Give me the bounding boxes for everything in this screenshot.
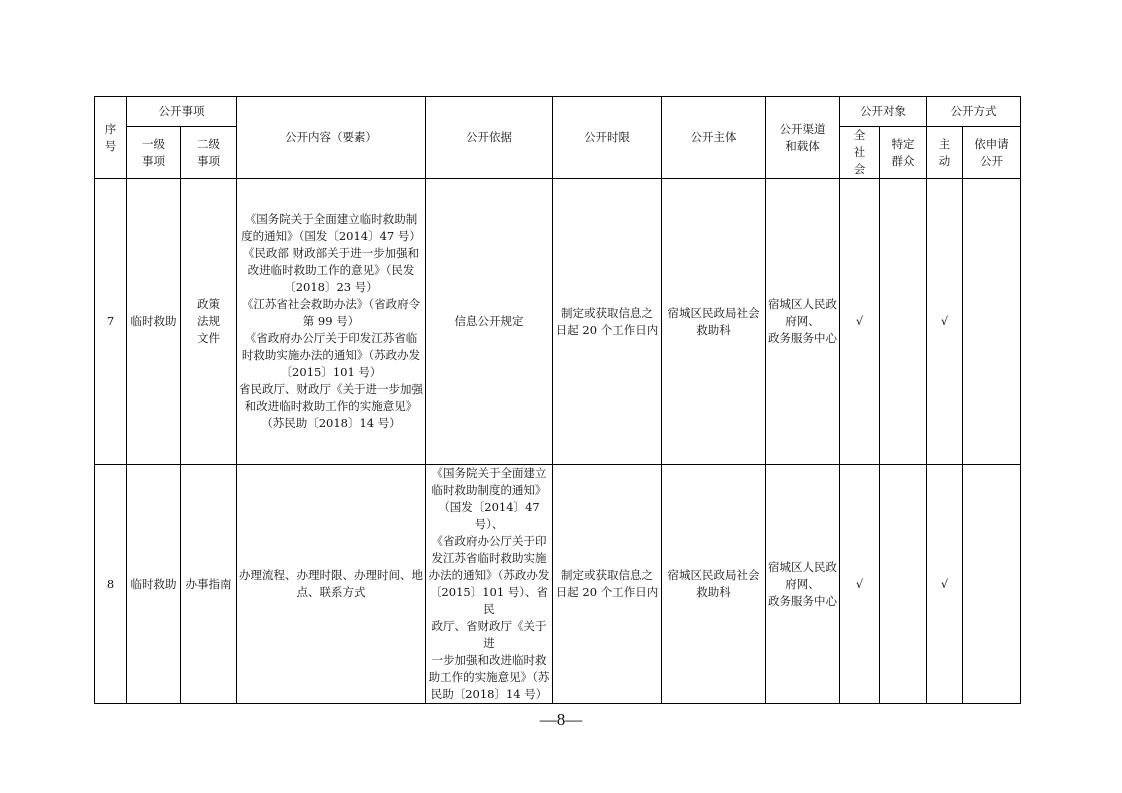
row-level1: 临时救助 <box>127 465 181 704</box>
table-row <box>95 179 1021 465</box>
row-time-limit: 制定或获取信息之 日起 20 个工作日内 <box>553 465 662 704</box>
row-subject: 宿城区民政局社会 救助科 <box>662 179 766 465</box>
row-content: 《国务院关于全面建立临时救助制 度的通知》（国发〔2014〕47 号） 《民政部 财政部关于进一步加强和 改进临时救助工作的意见》（民发 〔2018〕23 号） 《江苏省社会救助办法》（省政府令 第 99 号） 《省政府办公厅关于印发江苏省临 时救助实施办法的通知》（苏政办发 〔2015〕101 号） 省民政厅、财政厅《关于进一步加强 和改进临时救助工作的实施意见》 （苏民助〔2018〕14 号） <box>237 179 426 465</box>
row-seq: 8 <box>95 465 127 704</box>
row-all-society-check: √ <box>840 179 880 465</box>
header-content: 公开内容（要素） <box>237 97 426 179</box>
header-all-society: 全 社 会 <box>840 127 880 179</box>
header-subject: 公开主体 <box>662 97 766 179</box>
header-level2: 二级 事项 <box>181 127 237 179</box>
header-level1: 一级 事项 <box>127 127 181 179</box>
row-level1: 临时救助 <box>127 179 181 465</box>
row-on-request <box>963 465 1021 704</box>
header-specific-group: 特定 群众 <box>880 127 927 179</box>
row-basis: 《国务院关于全面建立 临时救助制度的通知》 （国发〔2014〕47 号）、 《省政府办公厅关于印 发江苏省临时救助实施 办法的通知》（苏政办发 〔2015〕101 号）、省民 政厅、省财政厅《关于进 一步加强和改进临时救 助工作的实施意见》（苏 民助〔2018〕14 号） <box>426 465 553 704</box>
row-on-request <box>963 179 1021 465</box>
row-seq: 7 <box>95 179 127 465</box>
table-row <box>95 465 1021 704</box>
header-public-items: 公开事项 <box>127 97 237 127</box>
header-on-request: 依申请 公开 <box>963 127 1021 179</box>
row-level2: 政策 法规 文件 <box>181 179 237 465</box>
row-channel: 宿城区人民政 府网、 政务服务中心 <box>766 465 840 704</box>
row-content: 办理流程、办理时限、办理时间、地 点、联系方式 <box>237 465 426 704</box>
disclosure-table <box>94 96 1021 704</box>
header-time-limit: 公开时限 <box>553 97 662 179</box>
header-basis: 公开依据 <box>426 97 553 179</box>
row-active-check: √ <box>927 179 963 465</box>
row-level2: 办事指南 <box>181 465 237 704</box>
row-all-society-check: √ <box>840 465 880 704</box>
header-row-top <box>95 97 1021 127</box>
row-basis: 信息公开规定 <box>426 179 553 465</box>
row-specific-group <box>880 465 927 704</box>
header-channel: 公开渠道 和载体 <box>766 97 840 179</box>
row-time-limit: 制定或获取信息之 日起 20 个工作日内 <box>553 179 662 465</box>
row-subject: 宿城区民政局社会 救助科 <box>662 465 766 704</box>
header-seq: 序 号 <box>95 97 127 179</box>
page-number: —8— <box>539 710 583 729</box>
row-active-check: √ <box>927 465 963 704</box>
row-channel: 宿城区人民政 府网、 政务服务中心 <box>766 179 840 465</box>
header-target: 公开对象 <box>840 97 927 127</box>
header-method: 公开方式 <box>927 97 1021 127</box>
row-specific-group <box>880 179 927 465</box>
header-active: 主 动 <box>927 127 963 179</box>
